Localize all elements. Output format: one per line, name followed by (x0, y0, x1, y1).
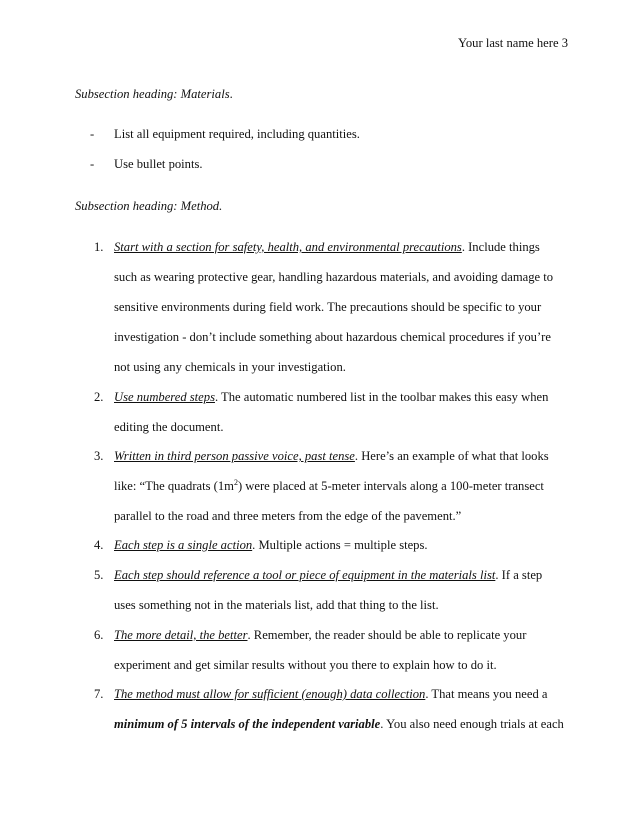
step-number: 7. (94, 687, 104, 701)
step-number: 4. (94, 538, 104, 552)
materials-heading-text: Subsection heading: Materials (75, 87, 230, 101)
step-text: . If a step (495, 568, 543, 582)
bullet-dash: - (90, 127, 95, 141)
step-key-phrase: Each step is a single action (114, 538, 253, 552)
step-key-phrase: The method must allow for sufficient (enough) data collection (114, 687, 426, 701)
bullet-text: List all equipment required, including quantities. (114, 127, 360, 141)
step-line: parallel to the road and three meters from the edge of the pavement.” (114, 509, 462, 523)
step-line: uses something not in the materials list, add that thing to the list. (114, 598, 439, 612)
step-line (114, 479, 544, 494)
step-line (114, 538, 428, 553)
step-text: . Include things (461, 240, 540, 254)
step-line: such as wearing protective gear, handling hazardous materials, and avoiding damage to (114, 270, 554, 284)
step-line: investigation - don’t include something about hazardous chemical procedures if you’re (114, 330, 551, 344)
step-text: . That means you need a (425, 687, 548, 701)
step-line (114, 449, 549, 464)
step-line (114, 568, 542, 583)
step-line: not using any chemicals in your investigation. (114, 360, 346, 374)
method-heading: Subsection heading: Method. (75, 199, 223, 213)
step-text: . Here’s an example of what that looks (354, 449, 549, 463)
step-number: 6. (94, 628, 104, 642)
step-key-phrase: The more detail, the better (114, 628, 248, 642)
step-line (114, 628, 526, 643)
step-number: 3. (94, 449, 104, 463)
bullet-item (90, 157, 203, 172)
bullet-item (90, 127, 360, 142)
step-key-phrase: Each step should reference a tool or piece of equipment in the materials list (114, 568, 496, 582)
step-line (114, 717, 564, 732)
step-line (114, 390, 548, 405)
step-text: . The automatic numbered list in the toolbar makes this easy when (214, 390, 549, 404)
step-line (114, 687, 547, 702)
step-number: 1. (94, 240, 104, 254)
step-key-phrase: Start with a section for safety, health, and environmental precautions (114, 240, 462, 254)
step-line (114, 240, 540, 255)
step-key-phrase: Written in third person passive voice, past tense (114, 449, 355, 463)
step-number: 5. (94, 568, 104, 582)
step-text: ) were placed at 5-meter intervals along a 100-meter transect (237, 479, 544, 493)
materials-heading (75, 87, 233, 102)
step-text: . Remember, the reader should be able to replicate your (247, 628, 527, 642)
step-text: like: “The quadrats (1m (114, 479, 234, 493)
step-number: 2. (94, 390, 104, 404)
step-line: experiment and get similar results without you there to explain how to do it. (114, 658, 497, 672)
running-head: Your last name here 3 (458, 36, 568, 50)
step-line: sensitive environments during field work. The precautions should be specific to your (114, 300, 542, 314)
step-line: editing the document. (114, 420, 224, 434)
bullet-text: Use bullet points. (114, 157, 203, 171)
bullet-dash: - (90, 157, 95, 171)
step-emphasis: minimum of 5 intervals of the independent variable (114, 717, 381, 731)
superscript: 2 (233, 477, 238, 487)
step-key-phrase: Use numbered steps (114, 390, 215, 404)
materials-heading-period: . (229, 87, 233, 101)
step-text: . You also need enough trials at each (380, 717, 564, 731)
step-text: . Multiple actions = multiple steps. (252, 538, 428, 552)
